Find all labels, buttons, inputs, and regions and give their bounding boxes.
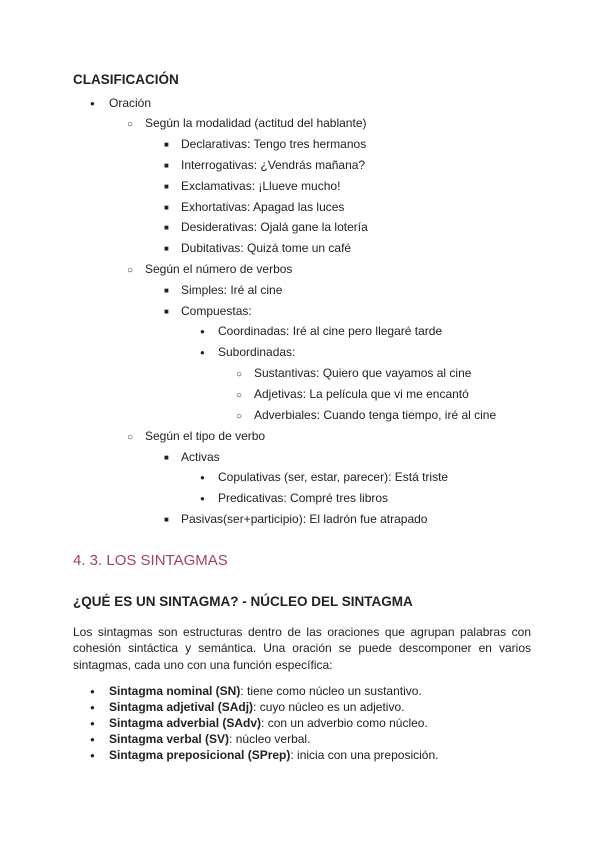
bullet-square-icon (164, 241, 169, 257)
list-item: Según el tipo de verbo (145, 429, 266, 443)
bullet-dot-icon (90, 716, 95, 732)
list-item: Declarativas: Tengo tres hermanos (181, 137, 367, 151)
list-item: Exclamativas: ¡Llueve mucho! (181, 179, 341, 193)
subheading: ¿QUÉ ES UN SINTAGMA? - NÚCLEO DEL SINTAGMA (73, 594, 413, 609)
bullet-circle-icon (236, 366, 242, 382)
bullet-dot-icon (200, 345, 205, 361)
list-item: Según la modalidad (actitud del hablante) (145, 116, 367, 130)
term-description: : cuyo núcleo es un adjetivo. (253, 700, 405, 714)
list-item: Según el número de verbos (145, 262, 293, 276)
bullet-circle-icon (236, 387, 242, 403)
list-item (109, 748, 438, 762)
term: Sintagma verbal (SV) (109, 732, 230, 746)
bullet-dot-icon (200, 491, 205, 507)
bullet-dot-icon (90, 684, 95, 700)
bullet-circle-icon (127, 429, 133, 445)
list-item: Adjetivas: La película que vi me encantó (254, 387, 469, 401)
list-item: Copulativas (ser, estar, parecer): Está triste (218, 470, 449, 484)
list-item: Activas (181, 450, 220, 464)
bullet-dot-icon (90, 732, 95, 748)
list-item: Coordinadas: Iré al cine pero llegaré tarde (218, 324, 443, 338)
list-item: Desiderativas: Ojalá gane la lotería (181, 220, 368, 234)
list-item (109, 716, 428, 730)
bullet-square-icon (164, 512, 169, 528)
bullet-square-icon (164, 283, 169, 299)
bullet-square-icon (164, 158, 169, 174)
bullet-square-icon (164, 179, 169, 195)
bullet-dot-icon (90, 96, 95, 112)
bullet-dot-icon (200, 324, 205, 340)
term-description: : inicia con una preposición. (290, 748, 439, 762)
classification-heading: CLASIFICACIÓN (73, 72, 179, 87)
list-item: Dubitativas: Quizá tome un café (181, 241, 352, 255)
list-item: Exhortativas: Apagad las luces (181, 200, 345, 214)
bullet-square-icon (164, 220, 169, 236)
term: Sintagma nominal (SN) (109, 684, 241, 698)
bullet-square-icon (164, 200, 169, 216)
term: Sintagma preposicional (SPrep) (109, 748, 291, 762)
list-item: Compuestas: (181, 304, 252, 318)
list-item: Simples: Iré al cine (181, 283, 283, 297)
bullet-dot-icon (200, 470, 205, 486)
list-item: Adverbiales: Cuando tenga tiempo, iré al cine (254, 408, 497, 422)
section-title: 4. 3. LOS SINTAGMAS (73, 552, 228, 569)
bullet-circle-icon (127, 262, 133, 278)
intro-paragraph: Los sintagmas son estructuras dentro de las oraciones que agrupan palabras con cohesión sintáctica y semántica. Una oración se puede descomponer en varios sintagmas, cada uno con una función específica: (73, 625, 531, 672)
bullet-square-icon (164, 304, 169, 320)
bullet-dot-icon (90, 700, 95, 716)
list-item: Interrogativas: ¿Vendrás mañana? (181, 158, 366, 172)
term: Sintagma adverbial (SAdv) (109, 716, 262, 730)
bullet-circle-icon (236, 408, 242, 424)
list-item: Predicativas: Compré tres libros (218, 491, 389, 505)
term-description: : núcleo verbal. (229, 732, 311, 746)
list-item (109, 684, 422, 698)
list-item (109, 700, 404, 714)
list-item: Oración (109, 96, 152, 110)
bullet-square-icon (164, 137, 169, 153)
list-item: Subordinadas: (218, 345, 296, 359)
list-item (109, 732, 310, 746)
term-description: : con un adverbio como núcleo. (261, 716, 428, 730)
list-item: Sustantivas: Quiero que vayamos al cine (254, 366, 472, 380)
term-description: : tiene como núcleo un sustantivo. (240, 684, 422, 698)
term: Sintagma adjetival (SAdj) (109, 700, 254, 714)
bullet-circle-icon (127, 116, 133, 132)
list-item: Pasivas(ser+participio): El ladrón fue atrapado (181, 512, 428, 526)
bullet-square-icon (164, 450, 169, 466)
bullet-dot-icon (90, 748, 95, 764)
